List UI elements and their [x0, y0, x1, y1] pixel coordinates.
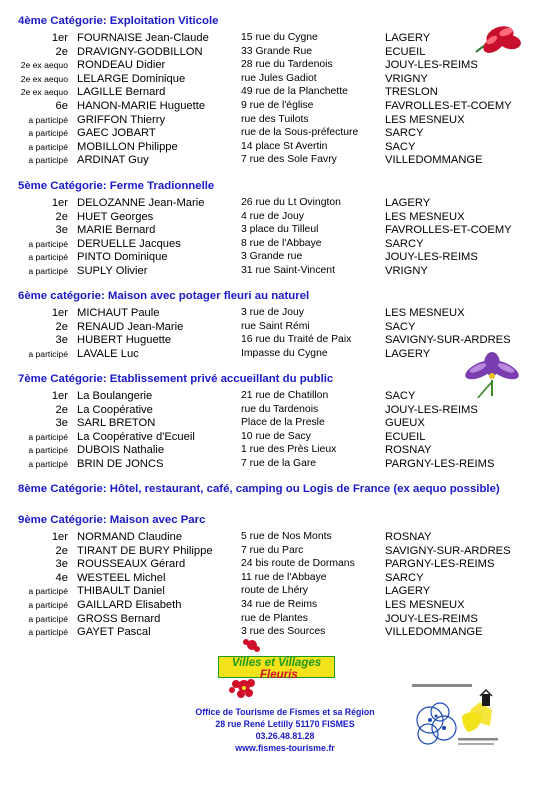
result-row: [0, 72, 560, 86]
participant-address: 21 rue de Chatillon: [241, 390, 329, 401]
participant-town: GUEUX: [385, 417, 425, 430]
category-title: 4ème Catégorie: Exploitation Viticole: [18, 15, 219, 27]
rank-label: 4e: [55, 571, 68, 584]
participant-town: SARCY: [385, 237, 424, 250]
participant-name: LAVALE Luc: [77, 347, 139, 360]
rank-label: a participé: [28, 348, 68, 359]
participant-town: VRIGNY: [385, 265, 428, 277]
footer-website[interactable]: www.fismes-tourisme.fr: [235, 743, 335, 753]
participant-name: RENAUD Jean-Marie: [77, 320, 184, 333]
participant-name: GAILLARD Elisabeth: [77, 599, 182, 611]
participant-address: 3 rue de Jouy: [241, 307, 304, 318]
rank-label: 1er: [51, 32, 68, 44]
participant-name: MOBILLON Philippe: [77, 140, 178, 153]
participant-address: 34 rue de Reims: [241, 599, 318, 610]
participant-town: VRIGNY: [385, 72, 428, 85]
participant-name: WESTEEL Michel: [77, 571, 166, 584]
participant-name: HANON-MARIE Huguette: [77, 100, 206, 112]
participant-name: GROSS Bernard: [77, 612, 161, 625]
participant-name: LELARGE Dominique: [77, 72, 186, 85]
rank-label: a participé: [28, 431, 68, 442]
participant-town: LES MESNEUX: [385, 307, 465, 319]
tourism-office-logo-icon: [410, 682, 505, 752]
result-row: [0, 320, 560, 334]
rank-label: 6e: [55, 100, 68, 112]
participant-address: 9 rue de l'église: [241, 100, 314, 111]
participant-name: GRIFFON Thierry: [77, 113, 166, 126]
participant-name: DELOZANNE Jean-Marie: [77, 197, 205, 209]
participant-town: TRESLON: [385, 86, 438, 99]
participant-address: 3 rue des Sources: [241, 626, 326, 638]
rank-label: 3e: [55, 558, 68, 571]
participant-address: Place de la Presle: [241, 417, 325, 429]
logo-title-line2: Fleuris: [260, 669, 298, 681]
participant-town: LAGERY: [385, 32, 431, 44]
participant-address: 7 rue des Sole Favry: [241, 154, 337, 166]
logo-title-line1: Villes et Villages: [231, 657, 322, 669]
participant-town: LES MESNEUX: [385, 599, 465, 611]
participant-address: 5 rue de Nos Monts: [241, 531, 332, 542]
villes-villages-fleuris-logo: [218, 638, 335, 702]
result-row: [0, 430, 560, 444]
participant-name: DUBOIS Nathalie: [77, 444, 165, 457]
participant-town: SACY: [385, 320, 416, 333]
participant-town: LES MESNEUX: [385, 210, 465, 223]
participant-address: rue des Tuilots: [241, 113, 309, 125]
result-row: [0, 306, 560, 320]
participant-name: TIRANT DE BURY Philippe: [77, 544, 213, 557]
rank-label: 2e ex aequo: [20, 87, 68, 98]
result-row: [0, 571, 560, 585]
participant-address: 24 bis route de Dormans: [241, 558, 355, 570]
participant-address: rue Jules Gadiot: [241, 72, 317, 84]
participant-address: 26 rue du Lt Ovington: [241, 197, 341, 208]
rank-label: 1er: [51, 390, 68, 402]
participant-town: LAGERY: [385, 197, 431, 209]
result-row: [0, 443, 560, 457]
rank-label: a participé: [28, 128, 68, 139]
participant-name: BRIN DE JONCS: [77, 458, 164, 470]
participant-town: JOUY-LES-REIMS: [385, 612, 478, 625]
result-row: [0, 557, 560, 571]
participant-name: DRAVIGNY-GODBILLON: [77, 45, 203, 58]
result-row: [0, 598, 560, 612]
participant-name: PINTO Dominique: [77, 251, 168, 264]
participant-address: rue de la Sous-préfecture: [241, 127, 359, 139]
rank-label: 3e: [55, 224, 68, 237]
result-row: [0, 223, 560, 237]
result-row: [0, 612, 560, 626]
category-title: 9ème Catégorie: Maison avec Parc: [18, 514, 206, 526]
participant-town: LAGERY: [385, 347, 431, 360]
participant-town: JOUY-LES-REIMS: [385, 403, 478, 416]
participant-name: GAYET Pascal: [77, 626, 151, 639]
result-row: [0, 113, 560, 127]
participant-name: MICHAUT Paule: [77, 307, 160, 319]
red-flower-icon: [470, 22, 525, 62]
participant-town: SAVIGNY-SUR-ARDRES: [385, 544, 511, 557]
participant-name: SARL BRETON: [77, 417, 156, 430]
participant-town: LES MESNEUX: [385, 113, 465, 126]
rank-label: 2e ex aequo: [20, 73, 68, 84]
participant-town: SACY: [385, 390, 416, 402]
rank-label: 2e: [55, 320, 68, 333]
result-row: [0, 416, 560, 430]
participant-name: SUPLY Olivier: [77, 265, 148, 277]
participant-address: 49 rue de la Planchette: [241, 86, 348, 98]
rank-label: a participé: [28, 252, 68, 263]
participant-town: JOUY-LES-REIMS: [385, 251, 478, 264]
participant-address: 3 place du Tilleul: [241, 224, 319, 236]
result-row: [0, 530, 560, 544]
participant-address: rue du Tardenois: [241, 403, 319, 415]
participant-town: VILLEDOMMANGE: [385, 154, 483, 167]
participant-address: 16 rue du Traité de Paix: [241, 334, 352, 346]
result-row: [0, 126, 560, 140]
footer-phone: 03.26.48.81.28: [255, 731, 315, 741]
participant-name: FOURNAISE Jean-Claude: [77, 32, 209, 44]
rank-label: a participé: [28, 141, 68, 152]
rank-label: 3e: [55, 417, 68, 430]
participant-town: SACY: [385, 140, 416, 153]
result-row: [0, 544, 560, 558]
rank-label: a participé: [28, 266, 68, 276]
result-row: [0, 196, 560, 210]
rank-label: 2e ex aequo: [20, 60, 68, 71]
participant-town: VILLEDOMMANGE: [385, 626, 483, 639]
participant-address: 1 rue des Près Lieux: [241, 444, 337, 456]
participant-address: 28 rue du Tardenois: [241, 59, 333, 71]
result-row: [0, 210, 560, 224]
participant-address: route de Lhéry: [241, 585, 309, 597]
participant-town: JOUY-LES-REIMS: [385, 59, 478, 72]
result-row: [0, 237, 560, 251]
participant-name: GAEC JOBART: [77, 127, 156, 140]
participant-town: SARCY: [385, 127, 424, 140]
participant-town: ROSNAY: [385, 444, 432, 457]
participant-name: LAGILLE Bernard: [77, 86, 166, 99]
footer-address: 28 rue René Letilly 51170 FISMES: [215, 719, 355, 729]
participant-address: 14 place St Avertin: [241, 140, 328, 152]
rank-label: a participé: [28, 155, 68, 166]
rank-label: 1er: [51, 197, 68, 209]
participant-address: 31 rue Saint-Vincent: [241, 265, 335, 276]
footer-office-name: Office de Tourisme de Fismes et sa Région: [195, 707, 375, 717]
participant-name: THIBAULT Daniel: [77, 585, 165, 598]
rank-label: 2e: [55, 403, 68, 416]
category-title: 5ème Catégorie: Ferme Tradionnelle: [18, 180, 215, 192]
participant-address: 15 rue du Cygne: [241, 32, 318, 43]
participant-town: SARCY: [385, 571, 424, 584]
participant-address: Impasse du Cygne: [241, 347, 328, 359]
rank-label: a participé: [28, 627, 68, 638]
participant-address: rue de Plantes: [241, 612, 309, 624]
rank-label: a participé: [28, 600, 68, 610]
participant-name: La Coopérative d'Ecueil: [77, 430, 195, 443]
result-row: [0, 140, 560, 154]
participant-name: HUBERT Huguette: [77, 334, 172, 347]
participant-town: PARGNY-LES-REIMS: [385, 558, 495, 571]
participant-address: 7 rue du Parc: [241, 544, 304, 556]
rank-label: a participé: [28, 445, 68, 456]
participant-name: NORMAND Claudine: [77, 531, 183, 543]
rank-label: a participé: [28, 586, 68, 597]
participant-name: HUET Georges: [77, 210, 154, 223]
participant-name: La Coopérative: [77, 403, 153, 416]
result-row: [0, 250, 560, 264]
result-row: [0, 584, 560, 598]
participant-town: FAVROLLES-ET-COEMY: [385, 100, 512, 112]
participant-name: ARDINAT Guy: [77, 154, 149, 167]
participant-address: 4 rue de Jouy: [241, 210, 304, 222]
result-row: [0, 457, 560, 471]
result-row: [0, 153, 560, 167]
participant-address: 8 rue de l'Abbaye: [241, 237, 322, 249]
result-row: [0, 264, 560, 278]
rank-label: a participé: [28, 613, 68, 624]
rank-label: a participé: [28, 114, 68, 125]
participant-town: ECUEIL: [385, 430, 426, 443]
participant-address: 11 rue de l'Abbaye: [241, 571, 327, 583]
participant-town: PARGNY-LES-REIMS: [385, 458, 495, 470]
participant-name: La Boulangerie: [77, 390, 153, 402]
participant-address: 10 rue de Sacy: [241, 430, 311, 442]
participant-town: SAVIGNY-SUR-ARDRES: [385, 334, 511, 347]
rank-label: a participé: [28, 459, 68, 469]
rank-label: 3e: [55, 334, 68, 347]
purple-crocus-icon: [458, 352, 528, 400]
result-row: [0, 85, 560, 99]
result-row: [0, 99, 560, 113]
red-flower-logo-icon: [222, 638, 262, 702]
rank-label: 1er: [51, 531, 68, 543]
category-title: 6ème catégorie: Maison avec potager fleuri au naturel: [18, 290, 310, 302]
participant-town: ECUEIL: [385, 45, 426, 58]
result-row: [0, 333, 560, 347]
rank-label: 2e: [55, 544, 68, 557]
participant-name: RONDEAU Didier: [77, 59, 166, 72]
category-title: 7ème Catégorie: Etablissement privé accueillant du public: [18, 373, 334, 385]
participant-address: 7 rue de la Gare: [241, 458, 317, 469]
rank-label: 1er: [51, 307, 68, 319]
participant-town: ROSNAY: [385, 531, 432, 543]
rank-label: a participé: [28, 238, 68, 249]
participant-name: MARIE Bernard: [77, 224, 156, 237]
participant-address: rue Saint Rémi: [241, 320, 310, 332]
participant-address: 33 Grande Rue: [241, 45, 313, 57]
participant-town: LAGERY: [385, 585, 431, 598]
participant-town: FAVROLLES-ET-COEMY: [385, 224, 512, 237]
participant-address: 3 Grande rue: [241, 251, 303, 263]
rank-label: 2e: [55, 210, 68, 223]
rank-label: 2e: [55, 45, 68, 58]
participant-name: DERUELLE Jacques: [77, 237, 181, 250]
category-title: 8ème Catégorie: Hôtel, restaurant, café, camping ou Logis de France (ex aequo possible): [18, 483, 500, 495]
participant-name: ROUSSEAUX Gérard: [77, 558, 186, 571]
result-row: [0, 403, 560, 417]
